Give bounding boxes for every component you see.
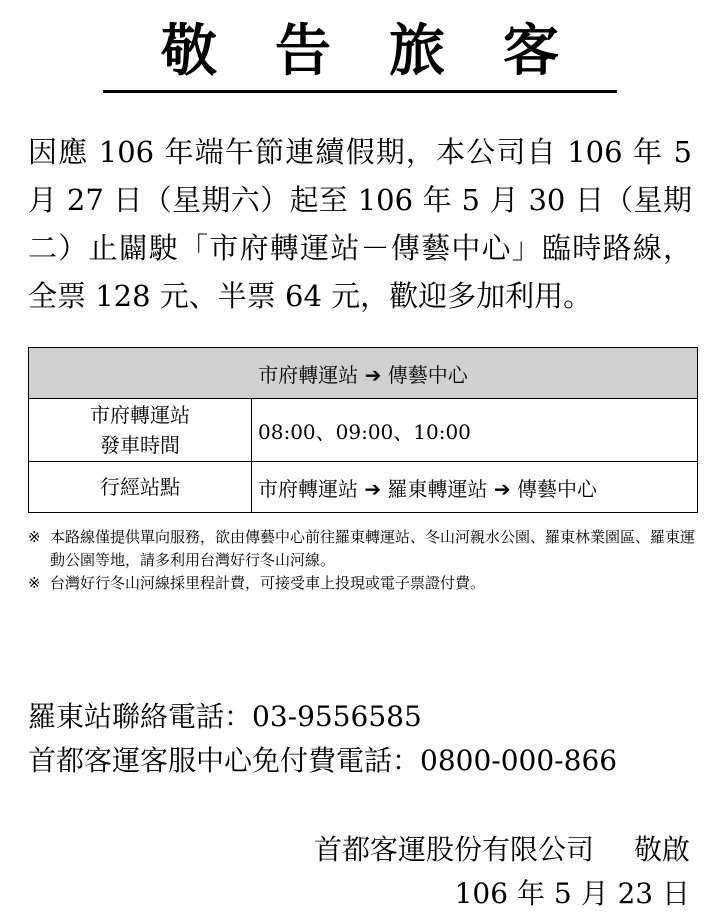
contact-line-station: 羅東站聯絡電話：03-9556585 [28,700,422,733]
notes-section [28,526,708,595]
contact-section [28,695,617,783]
stop-1: 市府轉運站 [258,476,358,501]
route-destination: 傳藝中心 [387,362,468,387]
contact-line-hotline: 首都客運客服中心免付費電話：0800-000-866 [28,744,618,777]
arrow-right-icon: ➔ [364,362,382,387]
reference-mark-icon: ※ [28,574,41,592]
departure-label-line1: 市府轉運站 [90,403,190,427]
departure-times: 08:00、09:00、10:00 [252,399,698,462]
page-title: 敬告旅客 [103,18,617,93]
note-text-2: 台灣好行冬山河線採里程計費，可接受車上投現或電子票證付費。 [50,574,486,592]
company-name: 首都客運股份有限公司 [313,833,594,866]
stop-2: 羅東轉運站 [387,476,488,501]
notice-date: 106 年 5 月 23 日 [454,877,690,910]
arrow-right-icon: ➔ [493,476,511,501]
notice-paragraph: 因應 106 年端午節連續假期，本公司自 106 年 5 月 27 日（星期六）起至 106 年 5 月 30 日（星期二）止闢駛「市府轉運站－傳藝中心」臨時路線，全票 128 元、半票 64 元，歡迎多加利用。 [28,135,692,313]
departure-label [29,399,252,462]
signature-block [314,828,690,916]
stop-3: 傳藝中心 [516,476,597,501]
notice-body [28,128,692,320]
route-header-row [29,348,698,399]
arrow-right-icon: ➔ [364,476,382,501]
route-header-cell [29,348,698,399]
stops-value [252,462,698,513]
stops-row [29,462,698,513]
title-area [0,18,720,93]
route-origin: 市府轉運站 [258,362,359,387]
route-table [28,347,698,513]
greeting: 敬啟 [633,833,690,866]
note-item-2 [28,572,708,595]
note-text-1: 本路線僅提供單向服務，欲由傳藝中心前往羅東轉運站、冬山河親水公園、羅東林業園區、羅東運動公園等地，請多利用台灣好行冬山河線。 [50,528,696,569]
departure-row [29,399,698,462]
note-item-1 [28,526,708,572]
reference-mark-icon: ※ [28,528,41,546]
stops-label: 行經站點 [29,462,252,513]
signature-line [314,828,690,872]
departure-label-line2: 發車時間 [100,433,180,457]
